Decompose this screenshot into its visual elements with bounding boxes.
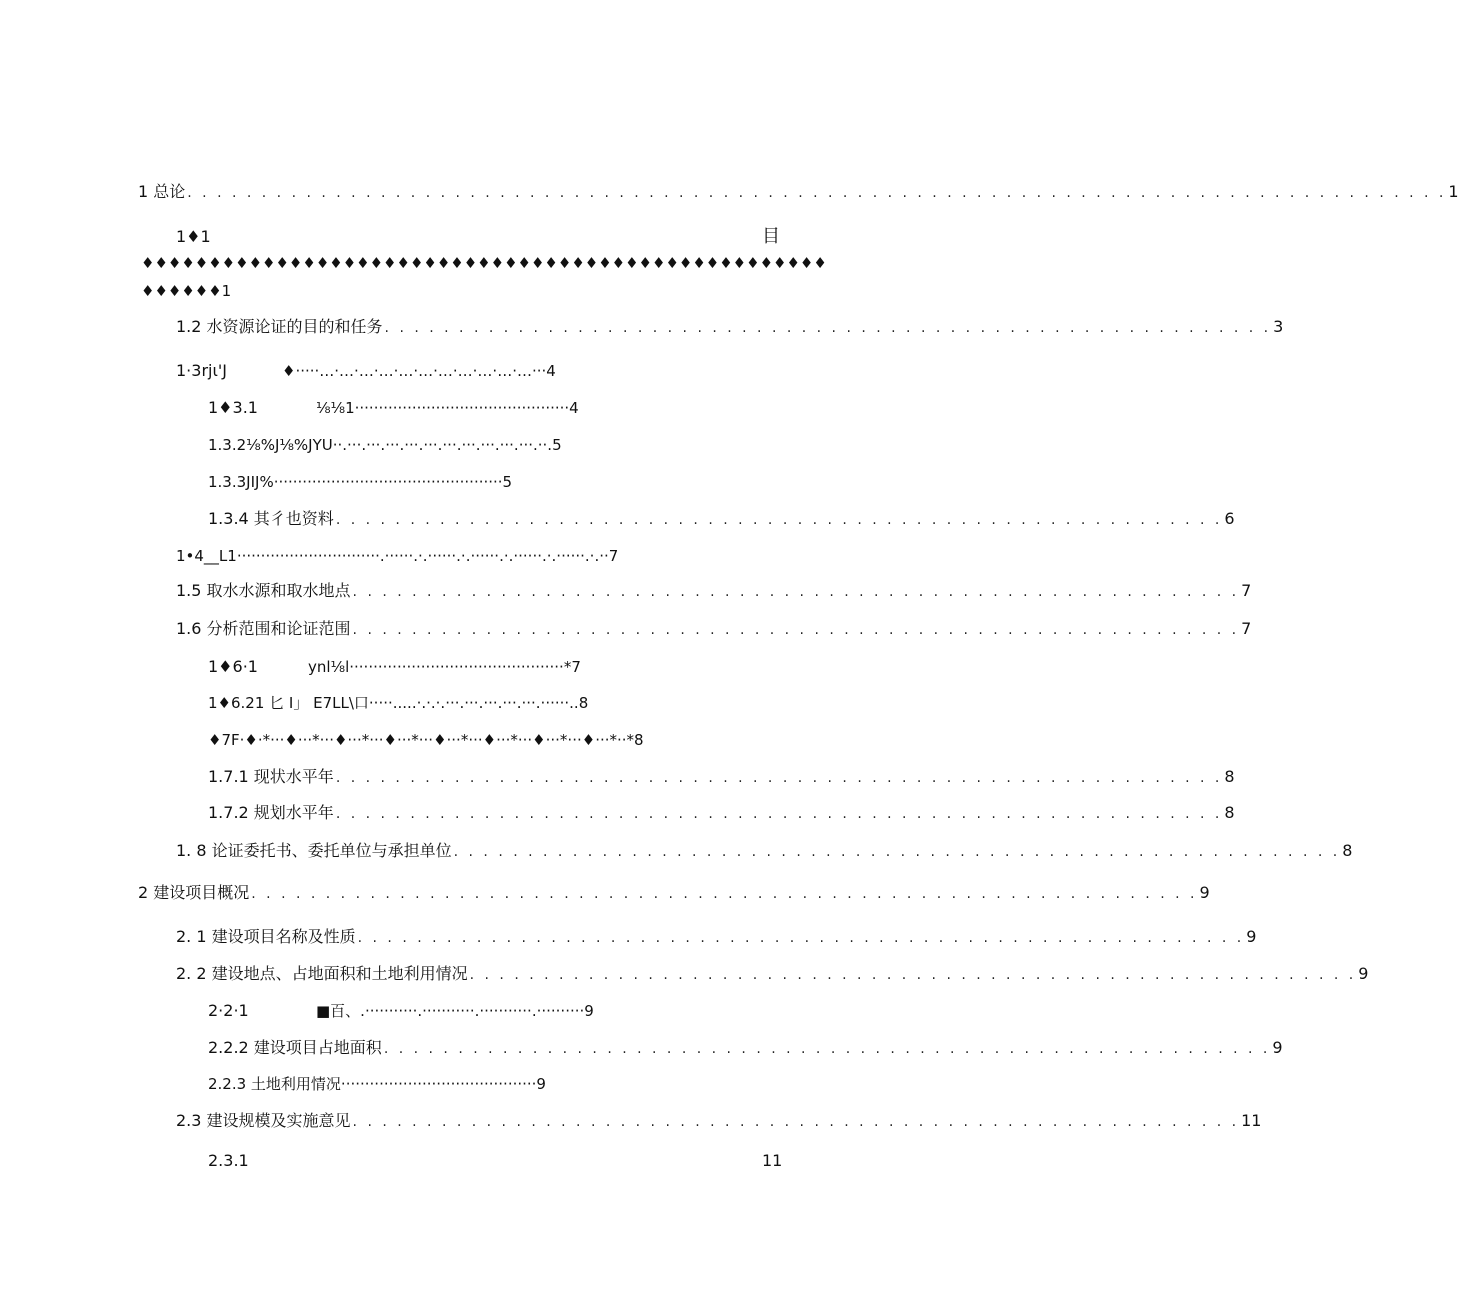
dot-leader: . . . . . . . . . . . . . . . . . . . . . . . . . . . . . . . . . . . . . . . . . . . . . . . . . . . . . . . . . . . . [335,770,1223,786]
dot-leader: . . . . . . . . . . . . . . . . . . . . . . . . . . . . . . . . . . . . . . . . . . . . . . . . . . . . . . . . . . . . [453,844,1341,860]
toc-entry-page: 8 [1342,841,1353,860]
toc-entry[interactable] [176,840,1353,863]
toc-entry-page: 7 [1241,619,1252,638]
toc-entry-garbled: ⅛⅛1·············································4 [316,399,579,417]
toc-entry-page: 11 [1241,1111,1262,1130]
toc-entry-label: 2. 1 建设项目名称及性质 [176,927,356,946]
toc-entry-garbled[interactable]: 1·3rjι'J [176,361,227,380]
toc-entry-garbled: ♦♦♦♦♦♦1 [141,282,232,300]
toc-entry-page: 8 [1224,767,1235,786]
toc-entry[interactable] [176,926,1257,949]
toc-entry-page: 6 [1224,509,1235,528]
dot-leader: . . . . . . . . . . . . . . . . . . . . . . . . . . . . . . . . . . . . . . . . . . . . . . . . . . . . . . . . . . . . [335,512,1223,528]
toc-entry-garbled: 目 [762,226,780,247]
dot-leader: . . . . . . . . . . . . . . . . . . . . . . . . . . . . . . . . . . . . . . . . . . . . . . . . . . . . . . . . . . . . [335,806,1223,822]
toc-entry-garbled[interactable]: 1•4__L1······························.······.·.······.·.······.·.······.·.······.·.··7 [176,547,619,565]
toc-entry-label: 2 建设项目概况 [138,883,250,902]
toc-entry-garbled[interactable]: 1♦6·1 [208,657,258,676]
toc-entry-page: 1 [1448,182,1459,201]
toc-entry-page: 9 [1199,883,1210,902]
toc-entry-garbled: ♦·····…·…·…·…·…·…·…·…·…·…·…···4 [282,362,556,380]
toc-entry-page: 7 [1241,581,1252,600]
toc-entry[interactable] [208,766,1235,789]
toc-entry-page: 9 [1272,1038,1283,1057]
toc-entry-garbled[interactable]: 1.3.3JIJ%················································5 [208,473,513,491]
toc-entry-garbled[interactable]: 1.3.2⅛%J⅛%JYU··.···.···.···.···.···.···.···.···.···.···.··.5 [208,436,562,454]
dot-leader: . . . . . . . . . . . . . . . . . . . . . . . . . . . . . . . . . . . . . . . . . . . . . . . . . . . . . . . . . . . . [352,584,1240,600]
toc-entry[interactable] [208,508,1235,531]
toc-entry[interactable] [176,963,1369,986]
toc-entry-page: 8 [1224,803,1235,822]
toc-entry-label: 2. 2 建设地点、占地面积和土地利用情况 [176,964,468,983]
toc-entry-garbled[interactable]: 1♦3.1 [208,398,258,417]
toc-entry-garbled[interactable]: ♦7F·♦·*···♦···*···♦···*···♦···*···♦···*···♦···*···♦···*···♦···*··*8 [208,731,644,749]
toc-entry-label: 2.3 建设规模及实施意见 [176,1111,351,1130]
toc-entry-page: 9 [1246,927,1257,946]
toc-entry-label: 1.7.1 现状水平年 [208,767,334,786]
toc-entry-label: 1.5 取水水源和取水地点 [176,581,351,600]
toc-entry[interactable] [176,580,1252,603]
toc-entry[interactable] [138,181,1459,204]
toc-entry[interactable] [176,316,1284,339]
toc-entry-page: 9 [1358,964,1369,983]
toc-entry[interactable] [176,618,1252,641]
toc-entry-label: 2.2.2 建设项目占地面积 [208,1038,382,1057]
toc-entry-garbled[interactable]: 2.2.3 土地利用情况·········································9 [208,1075,546,1093]
toc-entry-label: 1.6 分析范围和论证范围 [176,619,351,638]
dot-leader: . . . . . . . . . . . . . . . . . . . . . . . . . . . . . . . . . . . . . . . . . . . . . . . . . . . . . . . . . . . . [384,320,1272,336]
toc-entry[interactable] [176,1110,1262,1133]
toc-entry-garbled: ♦♦♦♦♦♦♦♦♦♦♦♦♦♦♦♦♦♦♦♦♦♦♦♦♦♦♦♦♦♦♦♦♦♦♦♦♦♦♦♦♦♦♦♦♦♦♦♦♦♦♦ [141,254,827,272]
toc-entry-garbled[interactable]: 1♦1 [176,227,211,246]
toc-entry[interactable] [208,802,1235,825]
toc-entry-garbled: ynl⅛l·············································*7 [308,658,581,676]
toc-entry-label: 1 总论 [138,182,186,201]
toc-entry-garbled[interactable]: 1♦6.21 匕 I」 E7LL\口·····.....·.·.·.···.···.···.···.···.······..8 [208,694,589,712]
dot-leader: . . . . . . . . . . . . . . . . . . . . . . . . . . . . . . . . . . . . . . . . . . . . . . . . . . . . . . . . . . . . . . . . [251,886,1198,902]
dot-leader: . . . . . . . . . . . . . . . . . . . . . . . . . . . . . . . . . . . . . . . . . . . . . . . . . . . . . . . . . . . . [357,930,1245,946]
toc-entry-page: 3 [1273,317,1284,336]
dot-leader: . . . . . . . . . . . . . . . . . . . . . . . . . . . . . . . . . . . . . . . . . . . . . . . . . . . . . . . . . . . . [469,967,1357,983]
toc-entry-label: 1.2 水资源论证的目的和任务 [176,317,383,336]
toc-entry[interactable] [208,1037,1283,1060]
toc-entry-label: 1. 8 论证委托书、委托单位与承担单位 [176,841,452,860]
dot-leader: . . . . . . . . . . . . . . . . . . . . . . . . . . . . . . . . . . . . . . . . . . . . . . . . . . . . . . . . . . . . . . . . . . . . . . . . . . . . . . . . . . . . . [187,185,1447,201]
dot-leader: . . . . . . . . . . . . . . . . . . . . . . . . . . . . . . . . . . . . . . . . . . . . . . . . . . . . . . . . . . . . [352,622,1240,638]
toc-entry-label: 1.3.4 其彳也资料 [208,509,334,528]
toc-entry-label: 1.7.2 规划水平年 [208,803,334,822]
toc-entry-garbled: ■百、.···········.···········.···········.··········9 [316,1002,594,1020]
toc-entry-label[interactable]: 2.3.1 [208,1151,249,1170]
toc-entry[interactable] [138,882,1210,905]
toc-entry-page: 11 [762,1151,783,1170]
dot-leader: . . . . . . . . . . . . . . . . . . . . . . . . . . . . . . . . . . . . . . . . . . . . . . . . . . . . . . . . . . . . [352,1114,1240,1130]
toc-entry-garbled[interactable]: 2·2·1 [208,1001,249,1020]
dot-leader: . . . . . . . . . . . . . . . . . . . . . . . . . . . . . . . . . . . . . . . . . . . . . . . . . . . . . . . . . . . . [383,1041,1271,1057]
